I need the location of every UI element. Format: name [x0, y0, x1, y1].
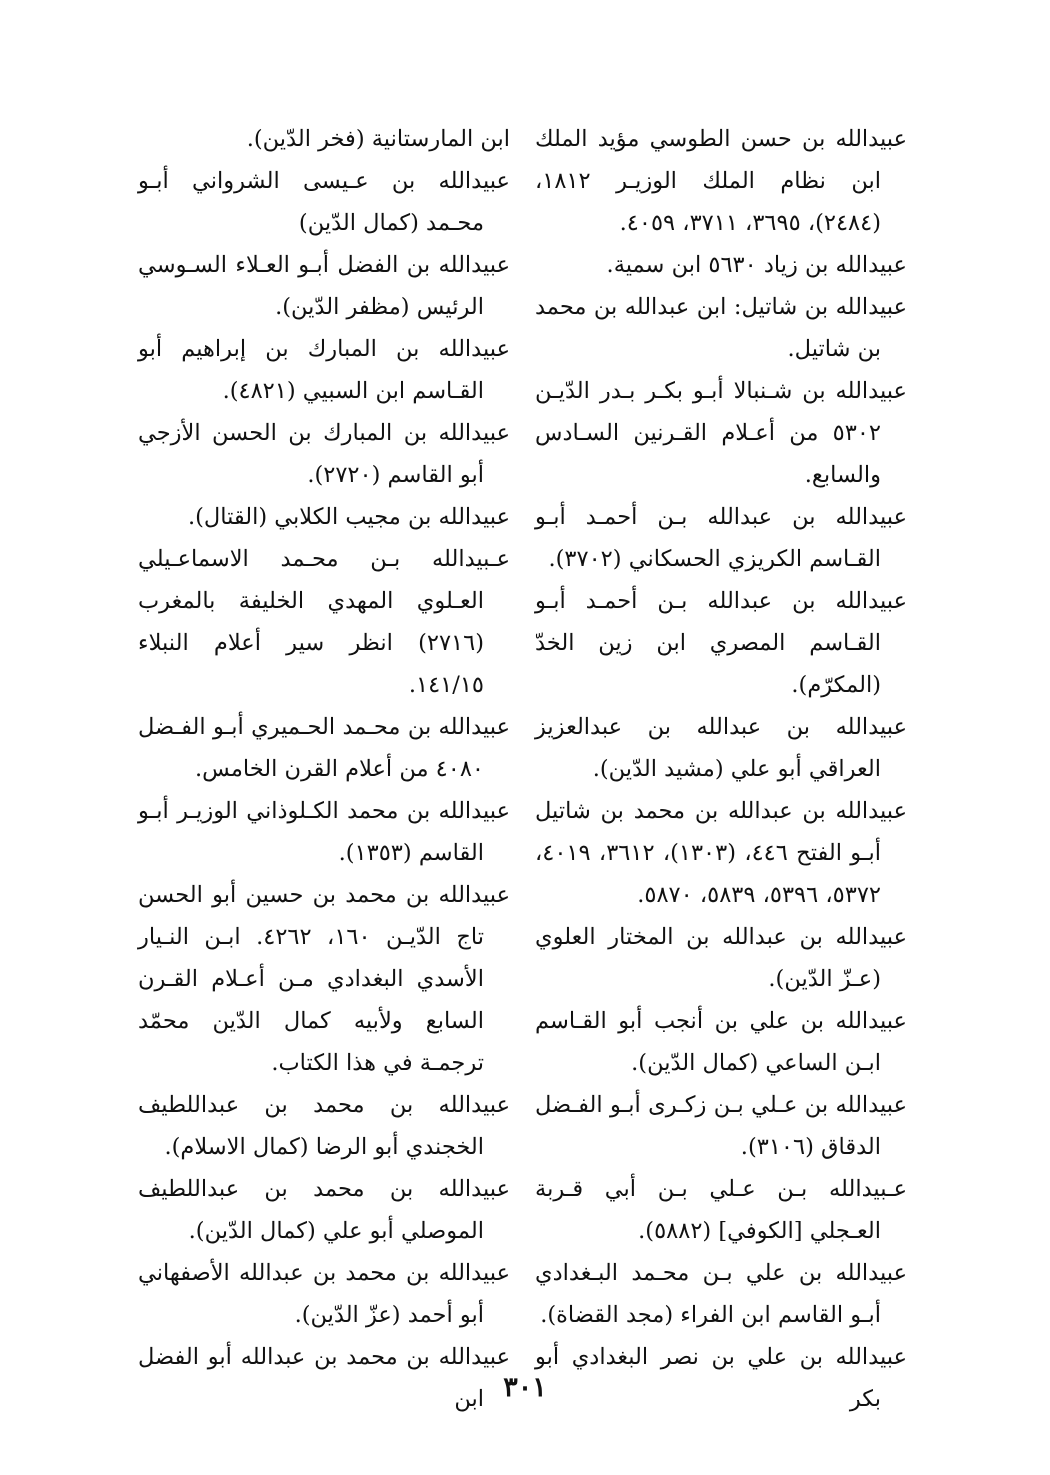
page-number: ٣٠١ — [503, 1372, 547, 1403]
index-entry: عبيدالله بن محمد بن حسين أبو الحسن تاج الدّيـن ١٦٠، ٤٢٦٢. ابـن النـيار الأسدي البغدادي مـن أعـلام القـرن السابع ولأبيه كمال الدّين محمّد ترجمـة في هذا الكتاب. — [138, 882, 510, 1076]
index-column-left — [138, 118, 510, 1420]
index-entry: عبيدالله بن شـنبالا أبـو بكـر بـدر الدّيـن ٥٣٠٢ من أعـلام القـرنين السـادس والسابع. — [535, 378, 907, 488]
index-entry: عبيدالله بن حسن الطوسي مؤيد الملك ابن نظام الملك الوزيـر ١٨١٢، (٢٤٨٤)، ٣٦٩٥، ٣٧١١، ٤٠٥٩. — [535, 126, 907, 236]
index-entry: عبيدالله بن عبدالله بـن أحمـد أبـو القـاسم المصري ابن زين الخدّ (المكرّم). — [535, 588, 907, 698]
index-entry: عبيدالله بن الفضل أبـو العـلاء السـوسي الرئيس (مظفر الدّين). — [138, 252, 510, 320]
index-entry: عبيدالله بن عبدالله بـن أحمـد أبـو القـاسم الكريزي الحسكاني (٣٧٠٢). — [535, 504, 907, 572]
index-column-right — [535, 118, 907, 1420]
index-entry: عبيدالله بن شاتيل: ابن عبدالله بن محمد بن شاتيل. — [535, 294, 907, 362]
index-entry: عبيدالله بن محمد بن عبدالله أبو الفضل ابن — [138, 1344, 510, 1412]
index-entry: عبيدالله بن محمد بن عبدالله الأصفهاني أبو أحمد (عزّ الدّين). — [138, 1260, 510, 1328]
index-entry: عبيدالله بن المبارك بن إبراهيم أبو القـاسم ابن السبيي (٤٨٢١). — [138, 336, 510, 404]
index-entry: عبيدالله بن عبدالله بن عبدالعزيز العراقي أبو علي (مشيد الدّين). — [535, 714, 907, 782]
index-entry: عبيدالله بن عبدالله بن المختار العلوي (عـزّ الدّين). — [535, 924, 907, 992]
index-entry: عبيدالله بن مجيب الكلابي (القتال). — [187, 504, 510, 530]
index-entry: عبيدالله بن زياد ٥٦٣٠ ابن سمية. — [606, 252, 907, 278]
index-entry: عبيدالله بن المبارك بن الحسن الأزجي أبو القاسم (٢٧٢٠). — [138, 420, 510, 488]
index-entry: عـبيدالله بـن محـمد الاسماعـيلي العـلوي المهدي الخليفة بالمغرب (٢٧١٦) انظر سير أعلام النبلاء ١٤١/١٥. — [138, 546, 510, 698]
index-entry: عبيدالله بن محمد بن عبداللطيف الموصلي أبو علي (كمال الدّين). — [138, 1176, 510, 1244]
index-entry: عبيدالله بن عـلي بـن زكـرى أبـو الفـضل الدقاق (٣١٠٦). — [535, 1092, 907, 1160]
index-entry: عبيدالله بن علي بن أنجب أبو القـاسم ابـن الساعي (كمال الدّين). — [535, 1008, 907, 1076]
index-entry: عبيدالله بن عـيسى الشرواني أبـو محـمد (كمال الدّين) — [138, 168, 510, 236]
index-entry: عـبيدالله بـن عـلي بـن أبي قـربة العـجلي [الكوفي] (٥٨٨٢). — [535, 1176, 907, 1244]
index-entry: ابن المارستانية (فخر الدّين). — [246, 126, 510, 152]
index-entry: عبيدالله بن محـمد الحـميري أبـو الفـضل ٤٠٨٠ من أعلام القرن الخامس. — [138, 714, 510, 782]
index-entry: عبيدالله بن علي بـن محـمد البـغدادي أبـو القاسم ابن الفراء (مجد القضاة). — [535, 1260, 907, 1328]
index-entry: عبيدالله بن عبدالله بن محمد بن شاتيل أبـو الفتح ٤٤٦، (١٣٠٣)، ٣٦١٢، ٤٠١٩، ٥٣٧٢، ٥٣٩٦، ٥٨٣٩، ٥٨٧٠. — [535, 798, 907, 908]
index-entry: عبيدالله بن محمد الكـلوذاني الوزيـر أبـو القاسم (١٣٥٣). — [138, 798, 510, 866]
index-entry: عبيدالله بن علي بن نصر البغدادي أبو بكر — [535, 1344, 907, 1412]
index-entry: عبيدالله بن محمد بن عبداللطيف الخجندي أبو الرضا (كمال الاسلام). — [138, 1092, 510, 1160]
